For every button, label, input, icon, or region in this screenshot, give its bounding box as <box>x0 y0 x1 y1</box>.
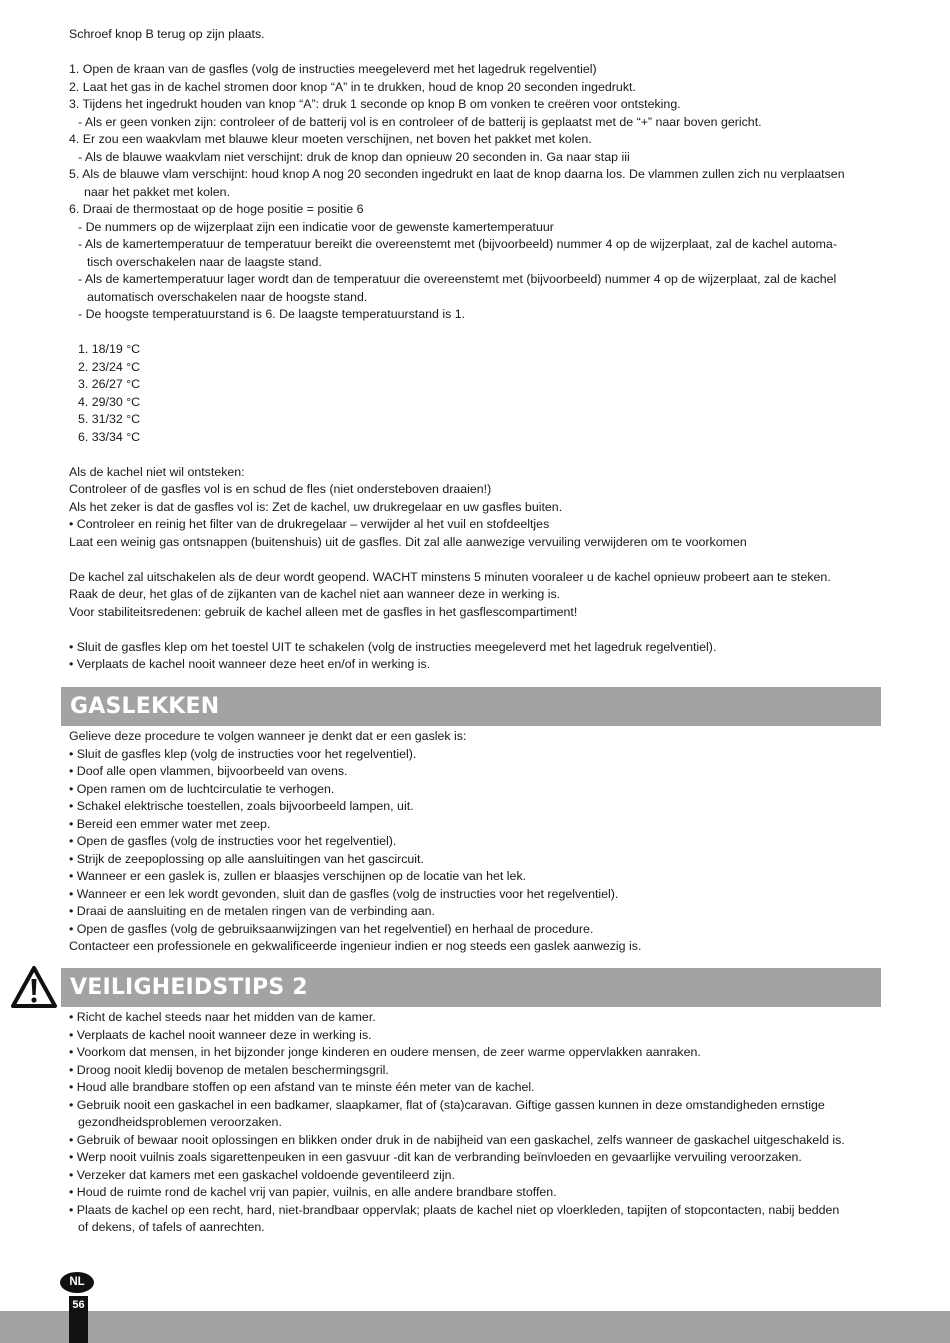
blank-line <box>69 621 884 639</box>
text-line: 3. 26/27 °C <box>78 377 141 391</box>
text-line: • Bereid een emmer water met zeep. <box>69 816 271 831</box>
list-item: • Verplaats de kachel nooit wanneer deze in werking is. <box>69 1027 372 1042</box>
text-line: De kachel zal uitschakelen als de deur wordt geopend. WACHT minstens 5 minuten vooraleer u de kachel opnieuw probeert aan te steken. <box>69 569 831 584</box>
text-line: • Doof alle open vlammen, bijvoorbeeld van ovens. <box>69 764 348 778</box>
text-line: - Als er geen vonken zijn: controleer of de batterij vol is en controleer of de batterij is geplaatst met de “+” naar boven gericht. <box>78 114 762 129</box>
list-item: • Plaats de kachel op een recht, hard, niet-brandbaar oppervlak; plaats de kachel niet op vloerkleden, tapijten of stopcontacten, nabij bedden <box>69 1202 840 1217</box>
text-line: Raak de deur, het glas of de zijkanten van de kachel niet aan wanneer deze in werking is. <box>69 587 561 601</box>
text-line: Als de kachel niet wil ontsteken: <box>69 464 245 479</box>
text-line: • Wanneer er een gaslek is, zullen er blaasjes verschijnen op de locatie van het lek. <box>69 869 527 883</box>
text-line: • Wanneer er een lek wordt gevonden, sluit dan de gasfles (volg de instructies voor het regelventiel). <box>69 886 619 901</box>
text-line: • Open ramen om de luchtcirculatie te verhogen. <box>69 781 335 796</box>
text-line: 4. 29/30 °C <box>78 394 141 409</box>
list-item: gezondheidsproblemen veroorzaken. <box>78 1115 282 1129</box>
list-item: • Voorkom dat mensen, in het bijzonder jonge kinderen en oudere mensen, de zeer warme oppervlakken aanraken. <box>69 1045 701 1059</box>
warning-triangle-icon <box>9 964 59 1010</box>
list-item: of dekens, of tafels of aanrechten. <box>78 1220 265 1234</box>
page-number: 56 <box>72 1299 85 1311</box>
text-line: 6. Draai de thermostaat op de hoge positie = positie 6 <box>69 202 364 216</box>
footer-bar <box>0 1311 950 1343</box>
list-item: • Werp nooit vuilnis zoals sigarettenpeuken in een gasvuur -dit kan de verbranding beïnvloeden en gevaarlijke vervuiling veroorzaken. <box>69 1150 802 1164</box>
gas-leak-procedure <box>69 728 884 956</box>
text-line: 1. Open de kraan van de gasfles (volg de instructies meegeleverd met het lagedruk regelventiel) <box>69 62 597 76</box>
text-line: 3. Tijdens het ingedrukt houden van knop “A”: druk 1 seconde op knop B om vonken te creëren voor ontsteking. <box>69 97 681 111</box>
text-line: - Als de kamertemperatuur de temperatuur bereikt die overeenstemt met (bijvoorbeeld) nummer 4 op de wijzerplaat, zal de kachel automa- <box>78 237 837 251</box>
text-line: - De nummers op de wijzerplaat zijn een indicatie voor de gewenste kamertemperatuur <box>78 219 554 234</box>
text-line: • Controleer en reinig het filter van de drukregelaar – verwijder al het vuil en stofdeeltjes <box>69 517 550 531</box>
text-line: • Strijk de zeepoplossing op alle aansluitingen van het gascircuit. <box>69 851 424 866</box>
text-line: • Sluit de gasfles klep om het toestel UIT te schakelen (volg de instructies meegeleverd met het lagedruk regelventiel). <box>69 639 717 654</box>
text-line: Laat een weinig gas ontsnappen (buitenshuis) uit de gasfles. Dit zal alle aanwezige vervuiling verwijderen om te voorkomen <box>69 534 747 549</box>
text-line: Contacteer een professionele en gekwalificeerde ingenieur indien er nog steeds een gaslek aanwezig is. <box>69 939 642 953</box>
text-line: • Draai de aansluiting en de metalen ringen van de verbinding aan. <box>69 904 435 918</box>
ignition-instructions <box>69 26 884 674</box>
list-item: • Houd de ruimte rond de kachel vrij van papier, vuilnis, en alle andere brandbare stoffen. <box>69 1185 557 1199</box>
text-line: - De hoogste temperatuurstand is 6. De laagste temperatuurstand is 1. <box>78 307 466 321</box>
list-item: • Gebruik of bewaar nooit oplossingen en blikken onder druk in de nabijheid van een gaskachel, zelfs wanneer de gaskachel uitgeschakeld is. <box>69 1132 845 1147</box>
text-line: automatisch overschakelen naar de hoogste stand. <box>87 289 368 304</box>
section-heading-gaslekken: GASLEKKEN <box>61 687 881 726</box>
section-heading-veiligheidstips: VEILIGHEIDSTIPS 2 <box>61 968 881 1007</box>
text-line: Controleer of de gasfles vol is en schud de fles (niet ondersteboven draaien!) <box>69 482 492 496</box>
text-line: - Als de blauwe waakvlam niet verschijnt: druk de knop dan opnieuw 20 seconden in. Ga naar stap iii <box>78 149 630 164</box>
text-line: Gelieve deze procedure te volgen wanneer je denkt dat er een gaslek is: <box>69 729 467 743</box>
text-line: naar het pakket met kolen. <box>84 184 231 199</box>
text-line: 1. 18/19 °C <box>78 342 141 356</box>
blank-line <box>69 446 884 464</box>
text-line: 2. Laat het gas in de kachel stromen door knop “A” in te drukken, houd de knop 20 seconden ingedrukt. <box>69 79 636 94</box>
safety-tips-list <box>69 1009 884 1237</box>
text-line: • Sluit de gasfles klep (volg de instructies voor het regelventiel). <box>69 746 417 761</box>
list-item: • Gebruik nooit een gaskachel in een badkamer, slaapkamer, flat of (sta)caravan. Giftige gassen kunnen in deze omstandigheden ernstige <box>69 1097 825 1112</box>
text-line: 6. 33/34 °C <box>78 429 141 444</box>
blank-line <box>69 44 884 62</box>
list-item: • Richt de kachel steeds naar het midden van de kamer. <box>69 1010 376 1024</box>
text-line: 2. 23/24 °C <box>78 359 141 374</box>
text-line: 4. Er zou een waakvlam met blauwe kleur moeten verschijnen, net boven het pakket met kolen. <box>69 132 592 146</box>
text-line: 5. 31/32 °C <box>78 412 141 426</box>
list-item: • Droog nooit kledij bovenop de metalen beschermingsgril. <box>69 1062 389 1077</box>
text-line: • Verplaats de kachel nooit wanneer deze heet en/of in werking is. <box>69 657 431 671</box>
text-line: • Open de gasfles (volg de gebruiksaanwijzingen van het regelventiel) en herhaal de procedure. <box>69 921 594 936</box>
list-item: • Houd alle brandbare stoffen op een afstand van te minste één meter van de kachel. <box>69 1080 535 1094</box>
text-line: - Als de kamertemperatuur lager wordt dan de temperatuur die overeenstemt met (bijvoorbeeld) nummer 4 op de wijzerplaat, zal de kachel <box>78 272 837 286</box>
text-line: Schroef knop B terug op zijn plaats. <box>69 27 265 41</box>
text-line: Voor stabiliteitsredenen: gebruik de kachel alleen met de gasfles in het gasflescompartiment! <box>69 604 578 619</box>
list-item: • Verzeker dat kamers met een gaskachel voldoende geventileerd zijn. <box>69 1167 455 1182</box>
blank-line <box>69 551 884 569</box>
text-line: Als het zeker is dat de gasfles vol is: Zet de kachel, uw drukregelaar en uw gasfles buiten. <box>69 499 563 514</box>
text-line: tisch overschakelen naar de laagste stand. <box>87 254 322 269</box>
text-line: 5. Als de blauwe vlam verschijnt: houd knop A nog 20 seconden ingedrukt en laat de knop daarna los. De vlammen zullen zich nu verplaatsen <box>69 167 845 181</box>
blank-line <box>69 324 884 342</box>
text-line: • Open de gasfles (volg de instructies voor het regelventiel). <box>69 834 397 848</box>
language-badge: NL <box>60 1272 94 1293</box>
text-line: • Schakel elektrische toestellen, zoals bijvoorbeeld lampen, uit. <box>69 799 414 813</box>
